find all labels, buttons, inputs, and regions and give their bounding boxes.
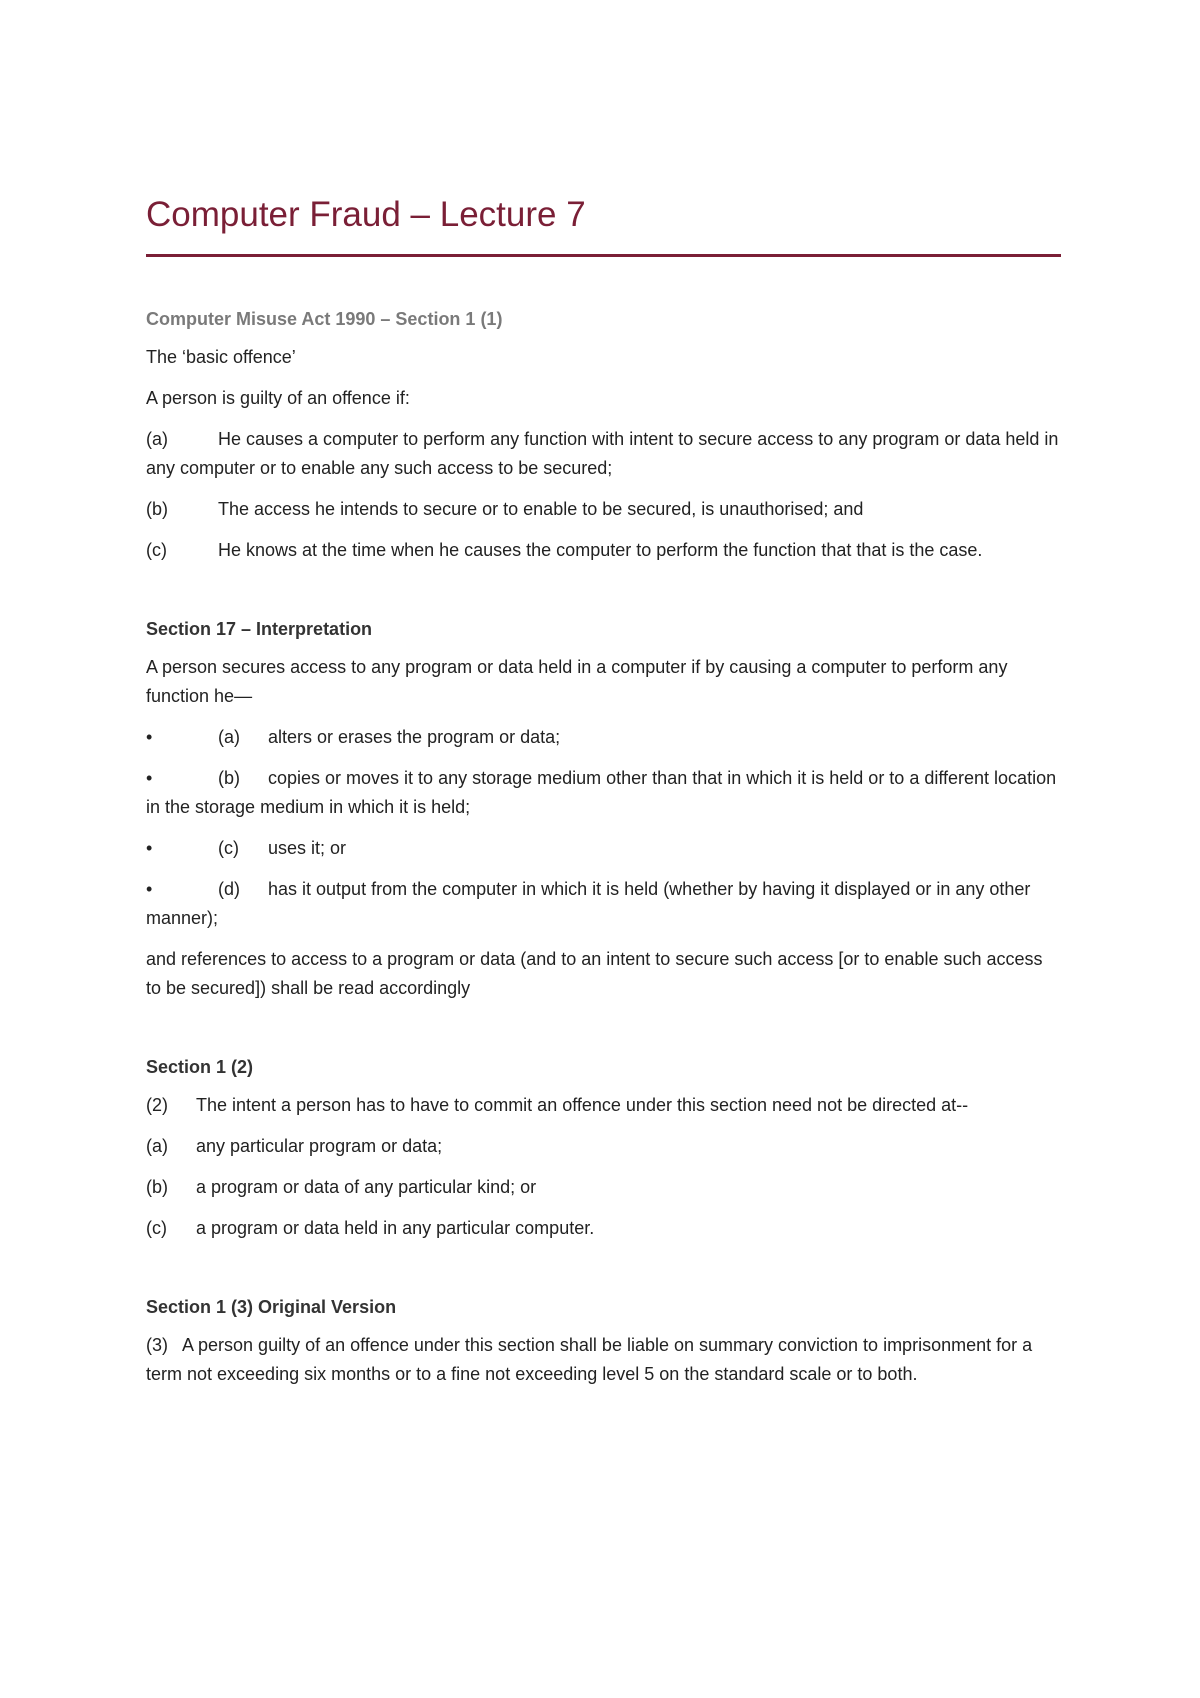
item-text: The access he intends to secure or to enable to be secured, is unauthorised; and <box>218 499 864 519</box>
item-text: A person guilty of an offence under this section shall be liable on summary conviction to imprisonment for a term not exceeding six months or to a fine not exceeding level 5 on the standard scale or to both. <box>146 1335 1033 1384</box>
section-1-2-heading: Section 1 (2) <box>146 1057 254 1077</box>
bullet-icon: • <box>146 838 153 858</box>
item-label: (2) <box>146 1095 168 1115</box>
item-label: (c) <box>218 838 239 858</box>
item-text: He causes a computer to perform any function with intent to secure access to any program or data held in any computer or to enable any such access to be secured; <box>146 429 1059 478</box>
paragraph-s17-intro: A person secures access to any program or data held in a computer if by causing a computer to perform any function he— <box>146 657 1008 706</box>
list-item-s12-a <box>146 1132 1061 1161</box>
item-label: (b) <box>146 1177 168 1197</box>
item-text: a program or data of any particular kind; or <box>196 1177 537 1197</box>
item-text: has it output from the computer in which it is held (whether by having it displayed or in any other manner); <box>146 879 1031 928</box>
paragraph-s13 <box>146 1331 1061 1389</box>
bullet-icon: • <box>146 727 153 747</box>
bullet-item-s17-b <box>146 764 1061 822</box>
item-text: He knows at the time when he causes the computer to perform the function that that is the case. <box>218 540 983 560</box>
title-underline <box>146 254 1061 257</box>
document-title: Computer Fraud – Lecture 7 <box>146 195 586 234</box>
list-item-s12-b <box>146 1173 1061 1202</box>
item-label: (b) <box>146 499 168 519</box>
bullet-icon: • <box>146 879 153 899</box>
bullet-item-s17-c <box>146 834 1061 863</box>
section-1-3-heading: Section 1 (3) Original Version <box>146 1297 397 1317</box>
section-1-1-heading: Computer Misuse Act 1990 – Section 1 (1) <box>146 309 503 329</box>
paragraph-basic-offence: The ‘basic offence’ <box>146 347 296 367</box>
paragraph-s17-closing: and references to access to a program or data (and to an intent to secure such access [or to enable such access to be secured]) shall be read accordingly <box>146 949 1043 998</box>
item-label: (c) <box>146 1218 167 1238</box>
item-text: The intent a person has to have to commit an offence under this section need not be directed at-- <box>196 1095 969 1115</box>
item-text: any particular program or data; <box>196 1136 443 1156</box>
item-label: (3) <box>146 1335 168 1355</box>
list-item-s12-c <box>146 1214 1061 1243</box>
item-label: (a) <box>218 727 240 747</box>
item-text: copies or moves it to any storage medium other than that in which it is held or to a different location in the storage medium in which it is held; <box>146 768 1057 817</box>
list-item-s1-b <box>146 495 1061 524</box>
item-label: (c) <box>146 540 167 560</box>
item-label: (a) <box>146 1136 168 1156</box>
item-text: uses it; or <box>268 838 347 858</box>
item-text: a program or data held in any particular computer. <box>196 1218 595 1238</box>
item-label: (a) <box>146 429 168 449</box>
item-text: alters or erases the program or data; <box>268 727 561 747</box>
bullet-icon: • <box>146 768 153 788</box>
paragraph-s12-intro <box>146 1091 1061 1120</box>
list-item-s1-c <box>146 536 1061 565</box>
paragraph-guilty-if: A person is guilty of an offence if: <box>146 388 410 408</box>
bullet-item-s17-a <box>146 723 1061 752</box>
list-item-s1-a <box>146 425 1061 483</box>
item-label: (b) <box>218 768 240 788</box>
document-page <box>146 192 1061 1389</box>
section-17-heading: Section 17 – Interpretation <box>146 619 373 639</box>
item-label: (d) <box>218 879 240 899</box>
bullet-item-s17-d <box>146 875 1061 933</box>
